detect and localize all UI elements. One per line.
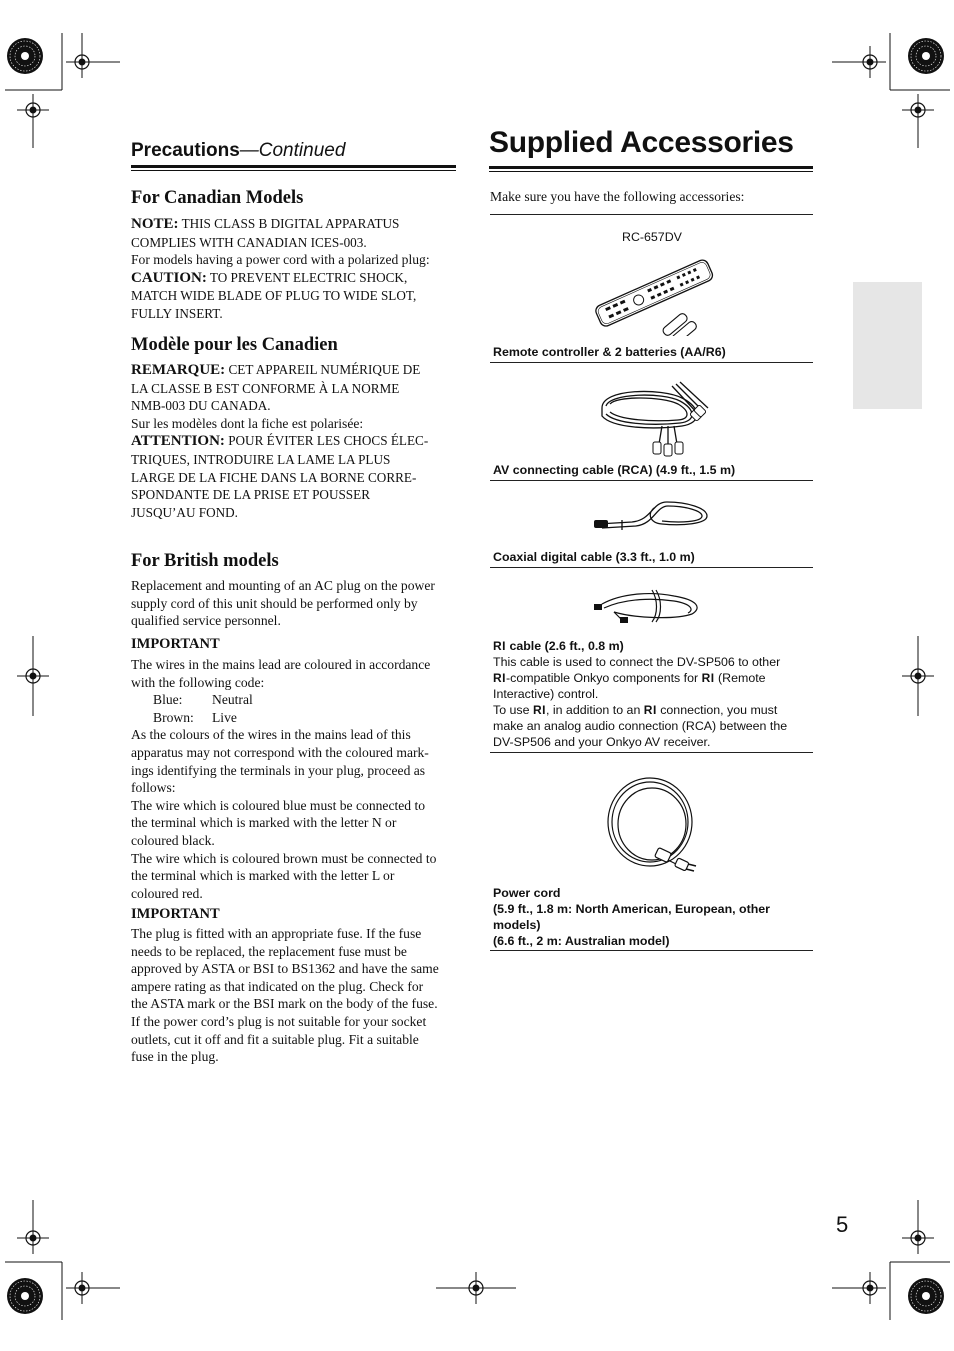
british-text: The wires in the mains lead are coloured in accordance	[131, 657, 431, 672]
polarisee-text: Sur les modèles dont la fiche est polarisée:	[131, 415, 364, 431]
av-cable-image	[592, 378, 712, 458]
power-cord-caption-text: Power cord	[493, 886, 561, 900]
section-header-rule-thin	[131, 170, 456, 171]
accessories-intro: Make sure you have the following accessories:	[490, 189, 745, 204]
remote-controller-image	[590, 256, 720, 336]
british-text: If the power cord’s plug is not suitable for your socket	[131, 1013, 427, 1029]
british-text: apparatus may not correspond with the coloured mark-	[131, 744, 429, 760]
british-text: approved by ASTA or BSI to BS1362 and have the same	[131, 961, 439, 977]
british-text: outlets, cut it off and fit a suitable plug. Fit a suitable	[131, 1031, 419, 1047]
ri-description: Interactive) control.	[493, 687, 599, 701]
page-title: Supplied Accessories	[489, 126, 794, 159]
canadien-heading: Modèle pour les Canadien	[131, 335, 338, 355]
british-text: ings identifying the terminals in your plug, proceed as	[131, 762, 426, 778]
canadian-block	[131, 215, 456, 323]
divider	[490, 480, 813, 481]
brown-value: Live	[212, 709, 237, 725]
note-text: THIS CLASS B DIGITAL APPARATUS	[178, 216, 400, 231]
page-number: 5	[836, 1212, 849, 1237]
ri-logo-icon: RI	[643, 703, 657, 717]
important-heading: IMPORTANT	[131, 636, 220, 652]
power-cord-caption-text: (6.6 ft., 2 m: Australian model)	[493, 934, 670, 948]
british-text: needs to be replaced, the replacement fuse must be	[131, 943, 407, 959]
section-header-continued: —Continued	[239, 140, 346, 161]
caution-text: TO PREVENT ELECTRIC SHOCK,	[206, 269, 408, 285]
blue-value: Neutral	[212, 692, 253, 708]
power-cord-caption-text: (5.9 ft., 1.8 m: North American, European, other	[493, 902, 771, 916]
av-cable-caption	[493, 462, 813, 478]
ri-cable-image	[594, 586, 706, 626]
caution-text: MATCH WIDE BLADE OF PLUG TO WIDE SLOT,	[131, 288, 417, 304]
ri-description: connection, you must	[656, 703, 778, 717]
ri-description: -compatible Onkyo components for	[506, 671, 702, 685]
ri-logo-icon: RI	[701, 671, 715, 685]
caution-label: CAUTION:	[131, 269, 207, 286]
wires-block	[131, 656, 456, 902]
note-label: NOTE:	[131, 216, 179, 232]
ri-description: DV-SP506 and your Onkyo AV receiver.	[493, 735, 711, 749]
ri-logo-icon: RI	[532, 703, 546, 717]
british-text: As the colours of the wires in the mains lead of this	[131, 727, 411, 743]
power-cord-caption	[493, 885, 813, 949]
important-heading: IMPORTANT	[131, 906, 220, 922]
british-heading: For British models	[131, 551, 279, 571]
coaxial-cable-image	[592, 494, 712, 538]
section-header	[131, 140, 345, 162]
ri-logo-icon: RI	[493, 671, 506, 685]
british-text: follows:	[131, 780, 176, 796]
ri-description: This cable is used to connect the DV-SP506 to other	[493, 655, 781, 669]
ri-description: , in addition to an	[545, 703, 644, 717]
caution-text: FULLY INSERT.	[131, 305, 223, 321]
ri-logo-icon: RI	[493, 639, 506, 653]
remote-model-label: RC-657DV	[622, 230, 682, 244]
title-rule-thin	[489, 171, 813, 172]
divider	[490, 950, 813, 951]
fuse-block	[131, 925, 456, 1066]
ri-description: To use	[493, 703, 533, 717]
british-intro	[131, 577, 456, 630]
british-text: The plug is fitted with an appropriate fuse. If the fuse	[131, 926, 422, 941]
polarized-text: For models having a power cord with a polarized plug:	[131, 252, 430, 268]
ri-description: (Remote	[714, 671, 766, 685]
british-text: coloured red.	[131, 885, 203, 901]
remarque-text: LA CLASSE B EST CONFORME À LA NORME	[131, 380, 400, 396]
section-header-title: Precautions	[131, 140, 240, 161]
divider	[490, 362, 813, 363]
blue-label: Blue:	[153, 692, 183, 708]
title-rule	[489, 166, 813, 169]
attention-text: TRIQUES, INTRODUIRE LA LAME LA PLUS	[131, 451, 391, 467]
ri-cable-caption	[493, 638, 813, 750]
british-text: the terminal which is marked with the letter N or	[131, 815, 397, 831]
ri-cable-caption-text: cable (2.6 ft., 0.8 m)	[506, 639, 624, 653]
divider	[490, 752, 813, 753]
remote-caption	[493, 344, 813, 360]
divider	[490, 567, 813, 568]
divider	[490, 214, 813, 215]
coaxial-cable-caption-text: Coaxial digital cable (3.3 ft., 1.0 m)	[493, 550, 695, 564]
british-text: qualified service personnel.	[131, 613, 281, 629]
british-text: fuse in the plug.	[131, 1049, 219, 1065]
attention-text: JUSQU’AU FOND.	[131, 504, 238, 520]
brown-label: Brown:	[153, 709, 194, 725]
british-text: The wire which is coloured brown must be connected to	[131, 850, 437, 866]
power-cord-image	[604, 774, 704, 878]
british-text: coloured black.	[131, 832, 215, 848]
remote-caption-text: Remote controller & 2 batteries (AA/R6)	[493, 345, 726, 359]
british-text: supply cord of this unit should be performed only by	[131, 595, 418, 611]
canadien-block	[131, 361, 456, 521]
section-header-rule	[131, 165, 456, 168]
attention-text: POUR ÉVITER LES CHOCS ÉLEC-	[224, 433, 429, 449]
attention-label: ATTENTION:	[131, 433, 225, 450]
british-text: the terminal which is marked with the letter L or	[131, 868, 395, 884]
attention-text: SPONDANTE DE LA PRISE ET POUSSER	[131, 487, 370, 503]
attention-text: LARGE DE LA FICHE DANS LA BORNE CORRE-	[131, 469, 417, 485]
power-cord-caption-text: models)	[493, 918, 541, 932]
british-text: with the following code:	[131, 674, 265, 690]
remarque-label: REMARQUE:	[131, 362, 226, 378]
canadian-heading: For Canadian Models	[131, 188, 304, 208]
british-text: ampere rating as that indicated on the plug. Check for	[131, 978, 424, 994]
note-text: COMPLIES WITH CANADIAN ICES-003.	[131, 234, 367, 250]
av-cable-caption-text: AV connecting cable (RCA) (4.9 ft., 1.5 m)	[493, 463, 736, 477]
side-tab	[853, 282, 922, 409]
remarque-text: NMB-003 DU CANADA.	[131, 398, 271, 414]
remarque-text: CET APPAREIL NUMÉRIQUE DE	[225, 362, 421, 377]
british-text: Replacement and mounting of an AC plug on the power	[131, 578, 435, 593]
british-text: The wire which is coloured blue must be connected to	[131, 797, 426, 813]
coaxial-cable-caption	[493, 549, 813, 565]
ri-description: make an analog audio connection (RCA) between the	[493, 719, 788, 733]
british-text: the ASTA mark or the BSI mark on the body of the fuse.	[131, 996, 438, 1012]
